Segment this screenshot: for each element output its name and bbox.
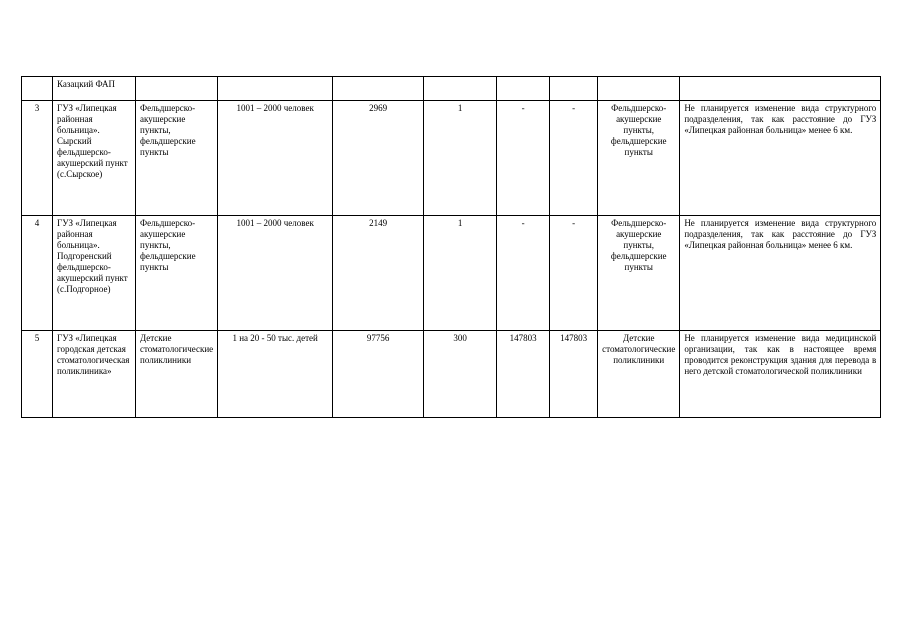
data-table [21,76,881,418]
planned-facility-type: Фельдшерско-акушерские пункты, фельдшерские пункты [598,216,680,331]
value-1: - [497,216,550,331]
population-count: 2969 [333,101,424,216]
service-norm: 1001 – 2000 человек [218,216,333,331]
value-2: - [550,216,598,331]
service-norm: 1001 – 2000 человек [218,101,333,216]
value-2: 147803 [550,331,598,418]
value-1: - [497,101,550,216]
facility-type [136,77,218,101]
population-count: 2149 [333,216,424,331]
facility-type: Фельдшерско-акушерские пункты, фельдшерские пункты [136,216,218,331]
value-1 [497,77,550,101]
capacity-value: 1 [424,216,497,331]
value-2: - [550,101,598,216]
planned-facility-type: Фельдшерско-акушерские пункты, фельдшерские пункты [598,101,680,216]
row-number: 4 [22,216,53,331]
population-count [333,77,424,101]
capacity-value: 1 [424,101,497,216]
table-row [22,77,881,101]
row-number [22,77,53,101]
capacity-value [424,77,497,101]
planned-facility-type [598,77,680,101]
organization-name: ГУЗ «Липецкая районная больница». Подгоренский фельдшерско-акушерский пункт (с.Подгорное) [53,216,136,331]
note-text: Не планируется изменение вида структурного подразделения, так как расстояние до ГУЗ «Липецкая районная больница» менее 6 км. [680,101,881,216]
value-1: 147803 [497,331,550,418]
row-number: 3 [22,101,53,216]
note-text [680,77,881,101]
population-count: 97756 [333,331,424,418]
table-row [22,331,881,418]
service-norm: 1 на 20 - 50 тыс. детей [218,331,333,418]
value-2 [550,77,598,101]
row-number: 5 [22,331,53,418]
note-text: Не планируется изменение вида структурного подразделения, так как расстояние до ГУЗ «Липецкая районная больница» менее 6 км. [680,216,881,331]
note-text: Не планируется изменение вида медицинской организации, так как в настоящее время проводится реконструкция здания для перевода в него детской стоматологической поликлиники [680,331,881,418]
capacity-value: 300 [424,331,497,418]
organization-name: ГУЗ «Липецкая городская детская стоматологическая поликлиника» [53,331,136,418]
table-row [22,216,881,331]
planned-facility-type: Детские стоматологические поликлиники [598,331,680,418]
table-row [22,101,881,216]
organization-name: ГУЗ «Липецкая районная больница». Сырский фельдшерско-акушерский пункт (с.Сырское) [53,101,136,216]
facility-type: Детские стоматологические поликлиники [136,331,218,418]
facility-type: Фельдшерско-акушерские пункты, фельдшерские пункты [136,101,218,216]
organization-name: Казацкий ФАП [53,77,136,101]
service-norm [218,77,333,101]
